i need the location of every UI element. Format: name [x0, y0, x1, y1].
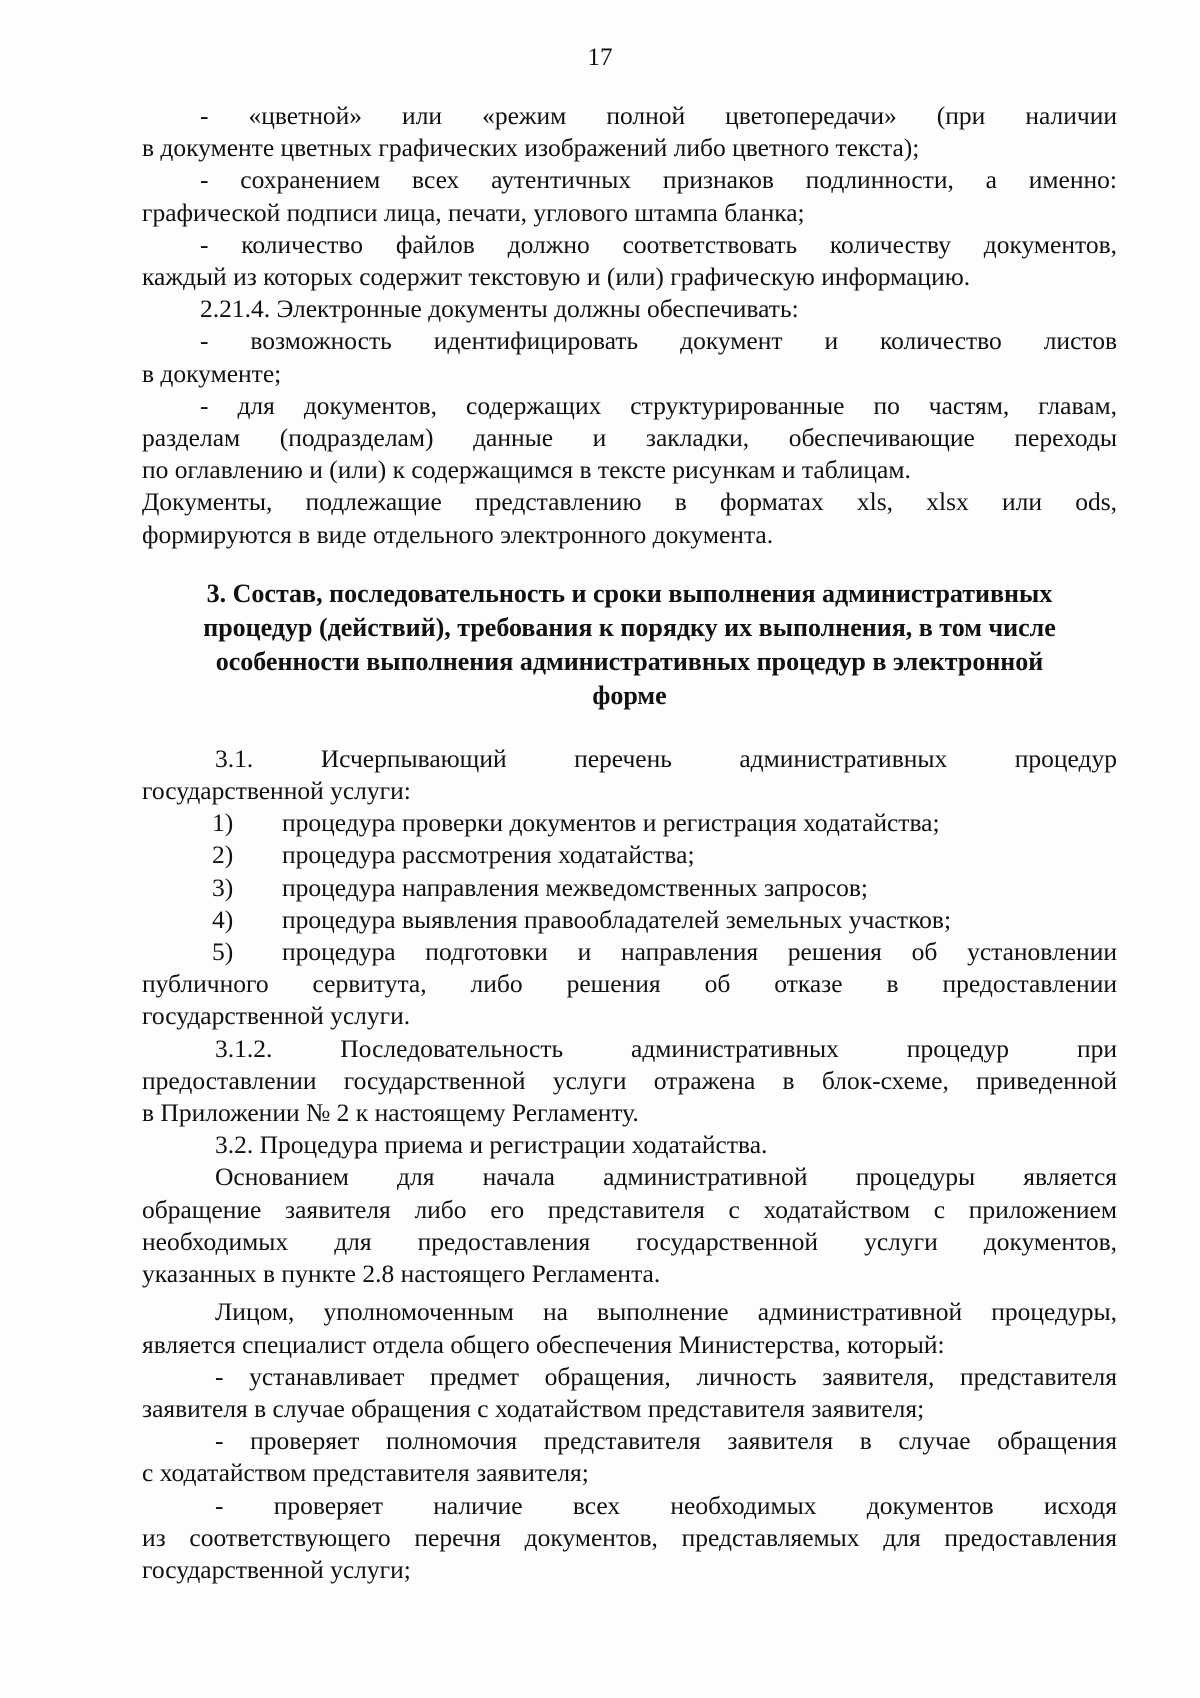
paragraph-line: заявителя в случае обращения с ходатайством представителя заявителя;: [142, 1393, 925, 1423]
paragraph-line: Документы, подлежащие представлению в форматах xls, xlsx или ods,: [142, 487, 1117, 517]
paragraph-line: - проверяет полномочия представителя заявителя в случае обращения: [215, 1426, 1117, 1456]
list-text: процедура рассмотрения ходатайства;: [282, 840, 695, 870]
paragraph-line: Лицом, уполномоченным на выполнение административной процедуры,: [215, 1297, 1117, 1327]
paragraph-line: необходимых для предоставления государственной услуги документов,: [142, 1226, 1117, 1256]
list-number: 2): [212, 840, 234, 870]
paragraph-line: государственной услуги:: [142, 776, 411, 806]
list-text: процедура проверки документов и регистрация ходатайства;: [282, 808, 940, 838]
paragraph: [142, 390, 1117, 487]
list-item: [142, 936, 1117, 1033]
paragraph: [142, 325, 1117, 389]
list-text: процедура направления межведомственных запросов;: [282, 872, 869, 902]
list-number: 4): [212, 904, 234, 934]
paragraph-line: является специалист отдела общего обеспечения Министерства, который:: [142, 1329, 945, 1359]
paragraph: [142, 100, 1117, 164]
paragraph-2-21-4: 2.21.4. Электронные документы должны обеспечивать:: [200, 294, 799, 324]
paragraph-line: - сохранением всех аутентичных признаков подлинности, а именно:: [200, 165, 1117, 195]
paragraph-line: указанных в пункте 2.8 настоящего Регламента.: [142, 1259, 661, 1289]
paragraph-line: - устанавливает предмет обращения, личность заявителя, представителя: [215, 1361, 1117, 1391]
paragraph-line: государственной услуги;: [142, 1554, 411, 1584]
paragraph-line: каждый из которых содержит текстовую и (или) графическую информацию.: [142, 262, 971, 292]
paragraph-line: - «цветной» или «режим полной цветопередачи» (при наличии: [200, 101, 1117, 130]
paragraph-line: в документе;: [142, 358, 282, 388]
list-text: процедура подготовки и направления решения об установлении: [282, 937, 1117, 967]
list-item: [142, 807, 1117, 839]
paragraph-line: предоставлении государственной услуги отражена в блок-схеме, приведенной: [142, 1065, 1117, 1095]
paragraph: [142, 1296, 1117, 1360]
paragraph-line: формируются в виде отдельного электронного документа.: [142, 519, 774, 549]
heading-line: форме: [592, 680, 667, 710]
list-number: 5): [212, 937, 234, 967]
paragraph-3-1-2: [142, 1033, 1117, 1130]
heading-line: 3. Состав, последовательность и сроки выполнения административных: [206, 578, 1053, 608]
paragraph: [142, 1425, 1117, 1489]
paragraph-line: по оглавлению и (или) к содержащимся в тексте рисункам и таблицам.: [142, 455, 911, 485]
list-number: 1): [212, 808, 234, 838]
procedure-list: [142, 807, 1117, 1032]
list-item: [142, 872, 1117, 904]
paragraph-line: графической подписи лица, печати, углового штампа бланка;: [142, 197, 805, 227]
section-heading: [142, 577, 1117, 713]
paragraph: [142, 1161, 1117, 1290]
paragraph-line: - для документов, содержащих структурированные по частям, главам,: [200, 390, 1117, 420]
paragraph-line: 3.1.2. Последовательность административных процедур при: [215, 1033, 1117, 1063]
list-item-first-line: [142, 936, 1117, 968]
paragraph-line: в Приложении № 2 к настоящему Регламенту.: [142, 1098, 639, 1128]
paragraph-line: - количество файлов должно соответствовать количеству документов,: [200, 229, 1117, 259]
paragraph: [142, 1361, 1117, 1425]
paragraph: [142, 1490, 1117, 1587]
paragraph-line: 3.1. Исчерпывающий перечень административных процедур: [215, 743, 1117, 773]
list-text: процедура выявления правообладателей земельных участков;: [282, 904, 952, 934]
paragraph-3-1: [142, 743, 1117, 807]
paragraph-3-2: 3.2. Процедура приема и регистрации ходатайства.: [215, 1130, 768, 1160]
paragraph: [142, 164, 1117, 228]
document-body: [142, 100, 1117, 1586]
list-text-line: публичного сервитута, либо решения об отказе в предоставлении: [142, 969, 1117, 999]
paragraph-line: в документе цветных графических изображений либо цветного текста);: [142, 133, 920, 163]
paragraph: [142, 229, 1117, 293]
paragraph: [142, 486, 1117, 550]
list-item: [142, 839, 1117, 871]
paragraph-line: обращение заявителя либо его представителя с ходатайством с приложением: [142, 1194, 1117, 1224]
paragraph-line: с ходатайством представителя заявителя;: [142, 1458, 589, 1488]
list-text-line: государственной услуги.: [142, 1001, 411, 1031]
page-number: 17: [587, 44, 613, 71]
paragraph-line: - возможность идентифицировать документ и количество листов: [200, 326, 1117, 356]
paragraph-line: разделам (подразделам) данные и закладки, обеспечивающие переходы: [142, 423, 1117, 453]
paragraph-line: - проверяет наличие всех необходимых документов исходя: [215, 1490, 1117, 1520]
list-number: 3): [212, 872, 234, 902]
paragraph-line: Основанием для начала административной процедуры является: [215, 1162, 1117, 1192]
list-item: [142, 904, 1117, 936]
heading-line: особенности выполнения административных процедур в электронной: [215, 646, 1044, 676]
paragraph-line: из соответствующего перечня документов, представляемых для предоставления: [142, 1522, 1117, 1552]
heading-line: процедур (действий), требования к порядку их выполнения, в том числе: [203, 612, 1056, 642]
